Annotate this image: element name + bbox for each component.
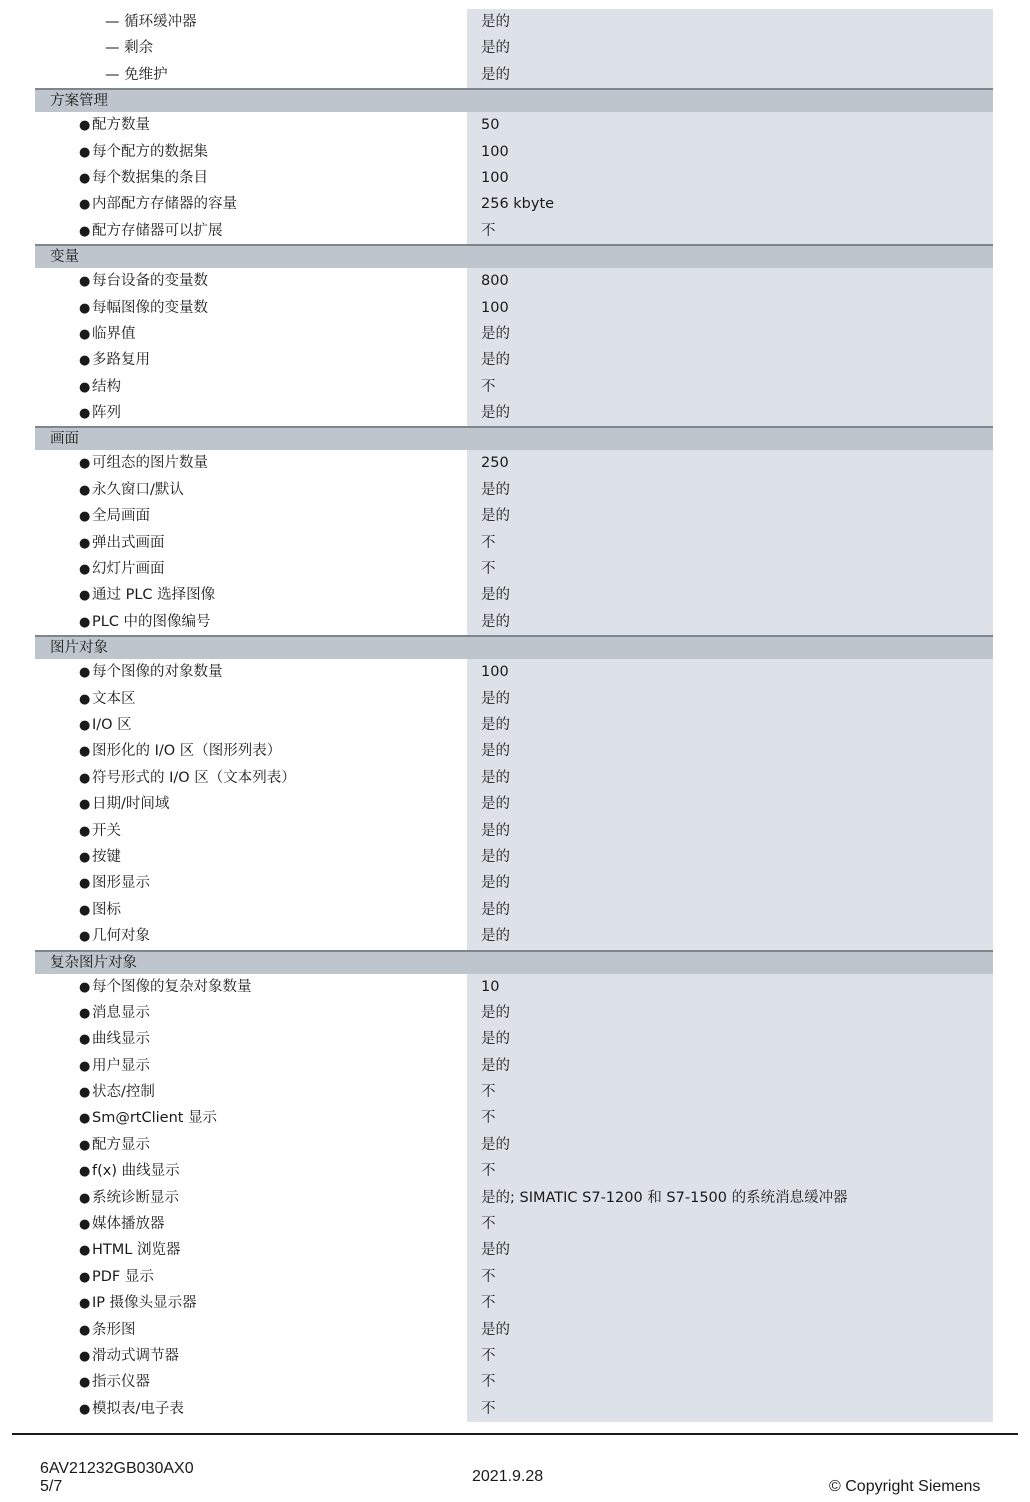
spec-value: 800 [467, 268, 993, 294]
footer-rule [12, 1433, 1018, 1435]
spec-row [35, 659, 993, 685]
spec-value: 是的 [467, 765, 993, 791]
bullet-icon: ● [79, 1296, 91, 1312]
spec-row [35, 62, 993, 88]
spec-label-cell [35, 686, 467, 712]
spec-value: 是的 [467, 1053, 993, 1079]
spec-label-cell [35, 1211, 467, 1237]
spec-value: 10 [467, 974, 993, 1000]
spec-label: 曲线显示 [92, 1031, 150, 1048]
spec-label: 图形显示 [92, 875, 150, 892]
spec-label: 按键 [92, 848, 121, 865]
footer-copyright: © Copyright Siemens [829, 1478, 981, 1495]
spec-label: 消息显示 [92, 1004, 150, 1021]
footer-date: 2021.9.28 [472, 1468, 544, 1485]
spec-value: 不 [467, 1105, 993, 1131]
bullet-icon: ● [79, 849, 91, 865]
spec-row [35, 1317, 993, 1343]
spec-label: 通过 PLC 选择图像 [92, 587, 216, 604]
spec-row [35, 35, 993, 61]
bullet-icon: ● [79, 1401, 91, 1417]
spec-label-cell [35, 450, 467, 476]
spec-row [35, 295, 993, 321]
spec-label-cell [35, 295, 467, 321]
spec-value: 是的 [467, 870, 993, 896]
bullet-icon: ● [79, 665, 91, 681]
spec-value: 不 [467, 530, 993, 556]
bullet-icon: ● [79, 326, 91, 342]
spec-row [35, 347, 993, 373]
spec-row [35, 974, 993, 1000]
spec-label: 滑动式调节器 [92, 1347, 179, 1364]
spec-label: 图形化的 I/O 区（图形列表） [92, 743, 282, 760]
spec-label-cell [35, 268, 467, 294]
spec-label-cell [35, 712, 467, 738]
spec-value: 不 [467, 1343, 993, 1369]
spec-value: 不 [467, 218, 993, 244]
spec-label: PDF 显示 [92, 1268, 154, 1285]
bullet-icon: ● [79, 223, 91, 239]
spec-label: 符号形式的 I/O 区（文本列表） [92, 769, 296, 786]
spec-row [35, 1053, 993, 1079]
spec-label-cell [35, 1343, 467, 1369]
spec-value: 是的 [467, 1000, 993, 1026]
spec-label: 配方存储器可以扩展 [92, 222, 223, 239]
spec-value: 是的 [467, 609, 993, 635]
spec-row [35, 503, 993, 529]
spec-value: 256 kbyte [467, 191, 993, 217]
spec-row [35, 400, 993, 426]
spec-row [35, 1290, 993, 1316]
spec-label: 配方数量 [92, 117, 150, 134]
spec-row [35, 1185, 993, 1211]
spec-label: 内部配方存储器的容量 [92, 196, 237, 213]
spec-label: 弹出式画面 [92, 534, 165, 551]
spec-value: 不 [467, 1290, 993, 1316]
spec-value: 是的 [467, 400, 993, 426]
spec-label-cell [35, 321, 467, 347]
spec-label-cell [35, 1317, 467, 1343]
bullet-icon: ● [79, 274, 91, 290]
spec-label-cell [35, 112, 467, 138]
bullet-icon: ● [79, 1243, 91, 1259]
spec-row [35, 321, 993, 347]
spec-value: 不 [467, 556, 993, 582]
spec-value: 是的 [467, 818, 993, 844]
spec-label: 几何对象 [92, 928, 150, 945]
spec-label-cell [35, 609, 467, 635]
spec-label-cell [35, 1105, 467, 1131]
spec-label-cell [35, 62, 467, 88]
bullet-icon: ● [79, 144, 91, 160]
spec-value: 是的 [467, 477, 993, 503]
spec-label-cell [35, 191, 467, 217]
spec-value: 是的 [467, 791, 993, 817]
spec-label: 模拟表/电子表 [92, 1400, 184, 1417]
spec-label-cell [35, 139, 467, 165]
spec-label-cell [35, 1000, 467, 1026]
spec-row [35, 1396, 993, 1422]
spec-value: 100 [467, 659, 993, 685]
spec-label: 每个图像的对象数量 [92, 664, 223, 681]
spec-row [35, 582, 993, 608]
spec-label-cell [35, 374, 467, 400]
spec-row [35, 139, 993, 165]
spec-value: 是的; SIMATIC S7-1200 和 S7-1500 的系统消息缓冲器 [467, 1185, 993, 1211]
spec-row [35, 268, 993, 294]
footer-page-number: 5/7 [40, 1478, 63, 1495]
bullet-icon: ● [79, 1375, 91, 1391]
section-header: 变量 [35, 244, 993, 268]
bullet-icon: ● [79, 902, 91, 918]
bullet-icon: ● [79, 929, 91, 945]
spec-value: 100 [467, 165, 993, 191]
spec-label: 文本区 [92, 690, 136, 707]
spec-label: 每台设备的变量数 [92, 273, 208, 290]
bullet-icon: ● [79, 118, 91, 134]
spec-row [35, 844, 993, 870]
bullet-icon: ● [79, 1085, 91, 1101]
spec-label-cell [35, 582, 467, 608]
spec-row [35, 165, 993, 191]
bullet-icon: ● [79, 1322, 91, 1338]
spec-row [35, 374, 993, 400]
bullet-icon: ● [79, 876, 91, 892]
spec-row [35, 870, 993, 896]
footer-article-number: 6AV21232GB030AX0 [40, 1460, 194, 1477]
spec-label: 幻灯片画面 [92, 561, 165, 578]
spec-label: PLC 中的图像编号 [92, 613, 211, 630]
spec-value: 是的 [467, 321, 993, 347]
section-header: 方案管理 [35, 88, 993, 112]
bullet-icon: ● [79, 1137, 91, 1153]
spec-label: 图标 [92, 901, 121, 918]
spec-label-cell [35, 923, 467, 949]
spec-row [35, 530, 993, 556]
spec-value: 是的 [467, 503, 993, 529]
bullet-icon: ● [79, 717, 91, 733]
spec-value: 是的 [467, 738, 993, 764]
spec-label: 用户显示 [92, 1057, 150, 1074]
spec-value: 是的 [467, 897, 993, 923]
bullet-icon: ● [79, 406, 91, 422]
spec-row [35, 609, 993, 635]
section-header: 画面 [35, 426, 993, 450]
spec-row [35, 218, 993, 244]
spec-label-cell [35, 165, 467, 191]
spec-label: 可组态的图片数量 [92, 455, 208, 472]
bullet-icon: ● [79, 770, 91, 786]
spec-value: 是的 [467, 686, 993, 712]
spec-row [35, 1237, 993, 1263]
spec-label-cell [35, 1158, 467, 1184]
bullet-icon: ● [79, 1269, 91, 1285]
spec-value: 是的 [467, 844, 993, 870]
spec-value: 是的 [467, 1317, 993, 1343]
bullet-icon: ● [79, 1005, 91, 1021]
spec-label-cell [35, 1053, 467, 1079]
spec-value: 不 [467, 1211, 993, 1237]
spec-row [35, 818, 993, 844]
bullet-icon: ● [79, 197, 91, 213]
bullet-icon: ● [79, 509, 91, 525]
spec-label-cell [35, 1185, 467, 1211]
spec-label: 每个配方的数据集 [92, 143, 208, 160]
spec-value: 50 [467, 112, 993, 138]
bullet-icon: ● [79, 170, 91, 186]
bullet-icon: ● [79, 562, 91, 578]
bullet-icon: ● [79, 482, 91, 498]
spec-label-cell [35, 218, 467, 244]
spec-label-cell [35, 35, 467, 61]
bullet-icon: ● [79, 1111, 91, 1127]
spec-value: 250 [467, 450, 993, 476]
spec-label: 结构 [92, 378, 121, 395]
spec-value: 不 [467, 1158, 993, 1184]
spec-row [35, 1264, 993, 1290]
spec-label: 多路复用 [92, 352, 150, 369]
spec-row [35, 112, 993, 138]
spec-value: 不 [467, 374, 993, 400]
spec-label: 配方显示 [92, 1136, 150, 1153]
spec-value: 是的 [467, 1237, 993, 1263]
bullet-icon: ● [79, 300, 91, 316]
spec-label-cell [35, 974, 467, 1000]
spec-value: 是的 [467, 347, 993, 373]
spec-label: 状态/控制 [92, 1084, 155, 1101]
spec-label: 阵列 [92, 405, 121, 422]
spec-row [35, 791, 993, 817]
spec-label-cell [35, 1079, 467, 1105]
spec-row [35, 450, 993, 476]
spec-label-cell [35, 530, 467, 556]
bullet-icon: ● [79, 1164, 91, 1180]
bullet-icon: ● [79, 744, 91, 760]
spec-label-cell [35, 844, 467, 870]
bullet-icon: ● [79, 588, 91, 604]
spec-label-cell [35, 9, 467, 35]
bullet-icon: ● [79, 1348, 91, 1364]
spec-row [35, 738, 993, 764]
spec-row [35, 477, 993, 503]
spec-label-cell [35, 870, 467, 896]
spec-row [35, 1132, 993, 1158]
spec-value: 不 [467, 1396, 993, 1422]
spec-label: Sm@rtClient 显示 [92, 1110, 218, 1127]
spec-label: f(x) 曲线显示 [92, 1163, 180, 1180]
spec-value: 是的 [467, 1026, 993, 1052]
spec-label: 日期/时间域 [92, 796, 170, 813]
spec-label-cell [35, 818, 467, 844]
spec-label-cell [35, 556, 467, 582]
spec-row [35, 1000, 993, 1026]
spec-label: 全局画面 [92, 508, 150, 525]
spec-label: — 免维护 [105, 66, 168, 83]
spec-label-cell [35, 477, 467, 503]
spec-label: — 循环缓冲器 [105, 14, 197, 30]
spec-label: 每幅图像的变量数 [92, 299, 208, 316]
section-header: 图片对象 [35, 635, 993, 659]
spec-label: 永久窗口/默认 [92, 481, 184, 498]
bullet-icon: ● [79, 823, 91, 839]
spec-label-cell [35, 1290, 467, 1316]
spec-row [35, 9, 993, 35]
spec-value: 是的 [467, 62, 993, 88]
spec-row [35, 923, 993, 949]
bullet-icon: ● [79, 456, 91, 472]
spec-label: 每个图像的复杂对象数量 [92, 978, 252, 995]
spec-label-cell [35, 765, 467, 791]
spec-label-cell [35, 347, 467, 373]
section-header: 复杂图片对象 [35, 950, 993, 974]
spec-label-cell [35, 1237, 467, 1263]
spec-value: 不 [467, 1369, 993, 1395]
spec-label: 每个数据集的条目 [92, 169, 208, 186]
spec-value: 是的 [467, 9, 993, 35]
spec-label: 条形图 [92, 1321, 136, 1338]
spec-label: 指示仪器 [92, 1374, 150, 1391]
spec-label-cell [35, 400, 467, 426]
spec-label-cell [35, 1132, 467, 1158]
bullet-icon: ● [79, 379, 91, 395]
spec-label: 系统诊断显示 [92, 1189, 179, 1206]
spec-label-cell [35, 1396, 467, 1422]
bullet-icon: ● [79, 1032, 91, 1048]
bullet-icon: ● [79, 1058, 91, 1074]
spec-value: 不 [467, 1264, 993, 1290]
spec-value: 是的 [467, 1132, 993, 1158]
spec-row [35, 1158, 993, 1184]
spec-value: 是的 [467, 712, 993, 738]
bullet-icon: ● [79, 535, 91, 551]
spec-row [35, 191, 993, 217]
spec-label: 临界值 [92, 325, 136, 342]
spec-row [35, 686, 993, 712]
spec-row [35, 1211, 993, 1237]
spec-row [35, 1105, 993, 1131]
spec-label: 开关 [92, 822, 121, 839]
spec-row [35, 1079, 993, 1105]
spec-label-cell [35, 659, 467, 685]
spec-label-cell [35, 738, 467, 764]
spec-label-cell [35, 1369, 467, 1395]
bullet-icon: ● [79, 979, 91, 995]
spec-row [35, 897, 993, 923]
spec-value: 是的 [467, 923, 993, 949]
spec-value: 是的 [467, 582, 993, 608]
spec-value: 不 [467, 1079, 993, 1105]
spec-label-cell [35, 791, 467, 817]
spec-row [35, 1343, 993, 1369]
spec-label: HTML 浏览器 [92, 1242, 181, 1259]
spec-row [35, 765, 993, 791]
spec-label-cell [35, 1264, 467, 1290]
spec-label-cell [35, 503, 467, 529]
spec-row [35, 1369, 993, 1395]
bullet-icon: ● [79, 353, 91, 369]
spec-table [35, 9, 993, 1422]
spec-label-cell [35, 1026, 467, 1052]
spec-row [35, 1026, 993, 1052]
spec-label: I/O 区 [92, 716, 132, 733]
spec-label: — 剩余 [105, 40, 154, 57]
bullet-icon: ● [79, 797, 91, 813]
spec-value: 是的 [467, 35, 993, 61]
bullet-icon: ● [79, 614, 91, 630]
spec-value: 100 [467, 139, 993, 165]
bullet-icon: ● [79, 691, 91, 707]
spec-label-cell [35, 897, 467, 923]
bullet-icon: ● [79, 1217, 91, 1233]
bullet-icon: ● [79, 1190, 91, 1206]
spec-value: 100 [467, 295, 993, 321]
spec-label: 媒体播放器 [92, 1216, 165, 1233]
spec-row [35, 556, 993, 582]
spec-label: IP 摄像头显示器 [92, 1295, 197, 1312]
spec-row [35, 712, 993, 738]
